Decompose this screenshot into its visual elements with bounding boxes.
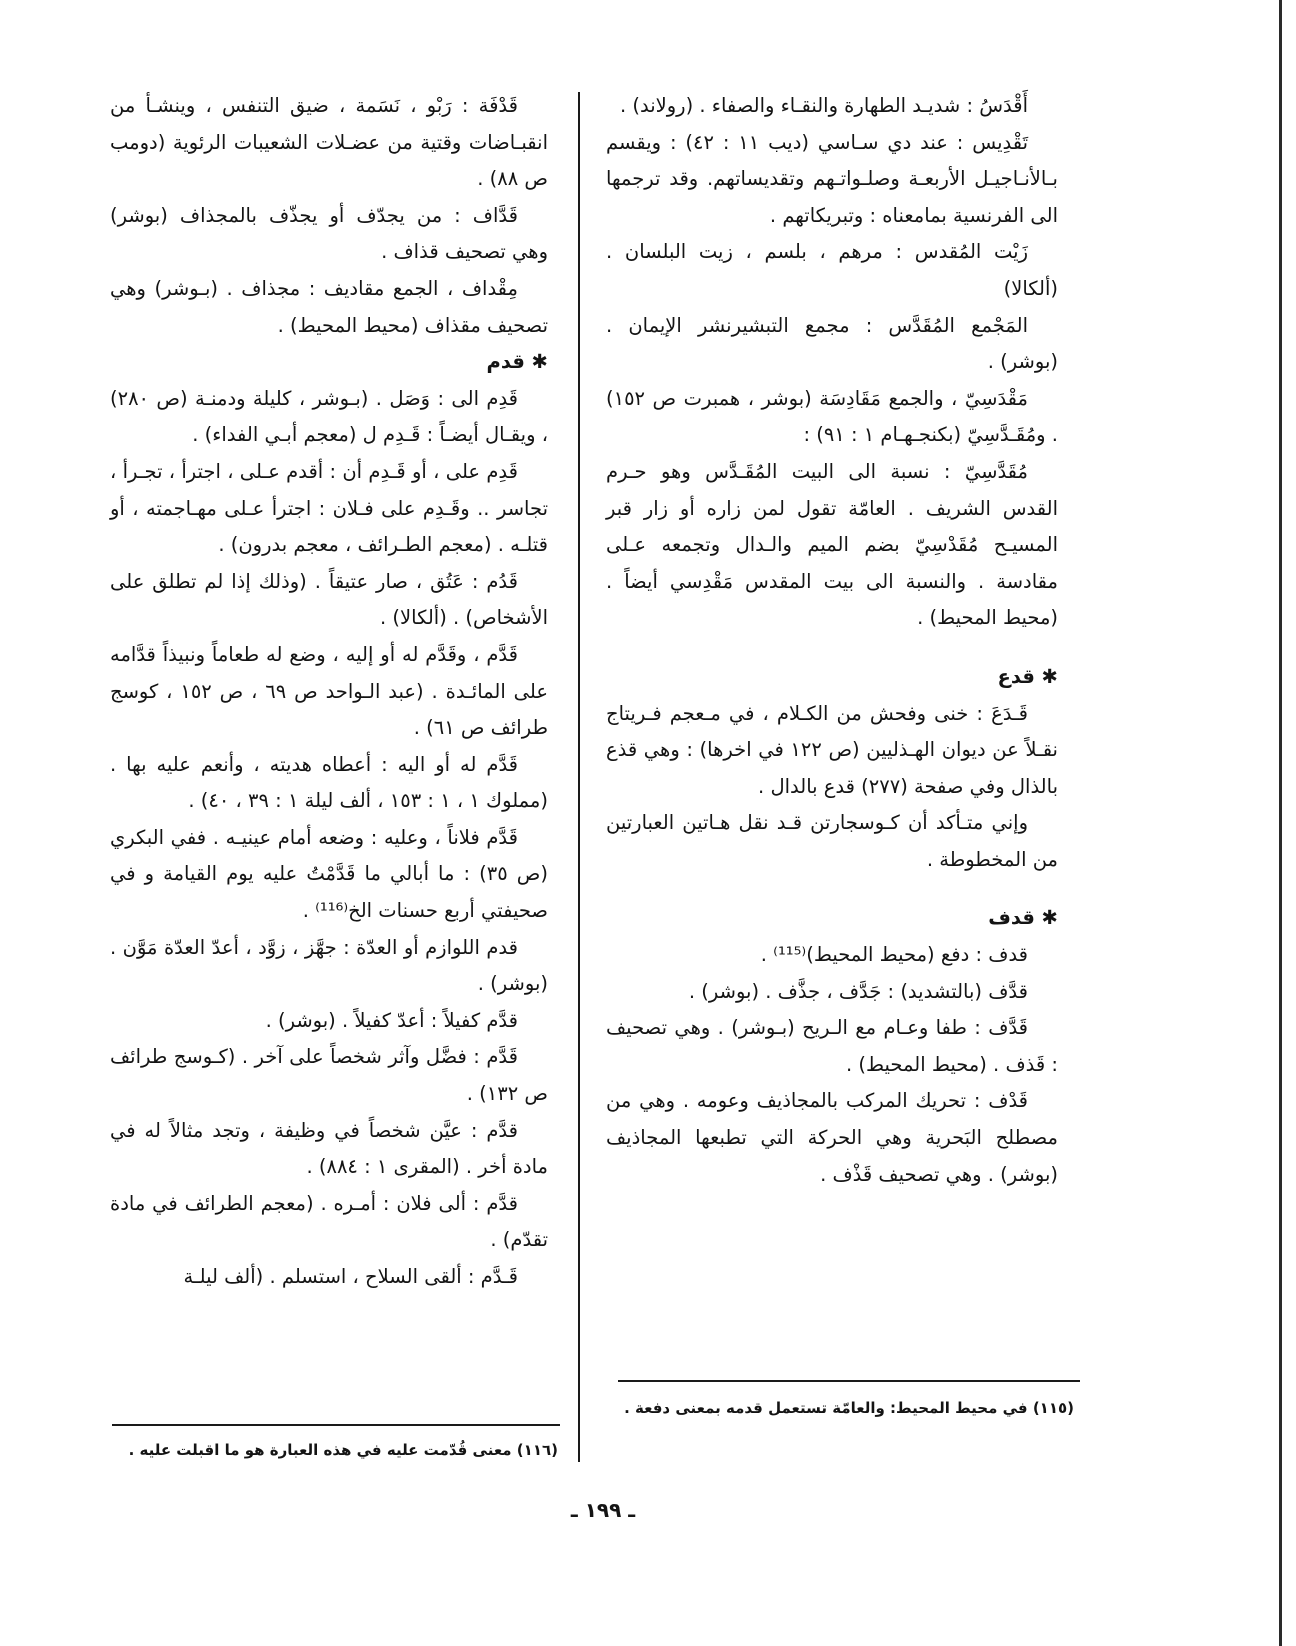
entry-qada: قَـدَعَ : خنى وفحش من الكـلام ، في مـعجم فـريتاج نقـلاً عن ديوان الهـذليين (ص ١٢٢ في اخرها) : وهي قذع بالذال وفي صفحة (٢٧٧) قدع بالدال . bbox=[606, 701, 1058, 798]
entry-maqdasi: مَقْدَسِيّ ، والجمع مَقَادِسَة (بوشر ، همبرت ص ١٥٢) . ومُقَـدَّسِيّ (بكنجـهـام ١ : ٩١) : bbox=[606, 386, 1058, 447]
entry-qadima-ala: قَدِم على ، أو قَـدِم أن : أقدم عـلى ، اجترأ ، تجـرأ ، تجاسر .. وقَـدِم على فـلان : اجترأ عـلى مهـاجمته ، أو قتلـه . (معجم الطـرائف ، معجم بدرون) . bbox=[110, 459, 548, 557]
entry-miqdaf: مِقْداف ، الجمع مقاديف : مجذاف . (بـوشر) وهي تصحيف مقذاف (محيط المحيط) . bbox=[110, 276, 548, 337]
column-divider bbox=[578, 92, 580, 1462]
section-heading-qdm: ✱ قدم bbox=[486, 350, 548, 374]
entry-qaduma: قَدُم : عَتُق ، صار عتيقاً . (وذلك إذا لم تطلق على الأشخاص) . (ألكالا) . bbox=[110, 569, 548, 630]
footnote-116: (١١٦) معنى قُدّمت عليه في هذه العبارة هو ما اقبلت عليه . bbox=[128, 1441, 558, 1459]
entry-qaddaf-tashdid: قدَّف (بالتشديد) : جَدَّف ، جذَّف . (بوشر) . bbox=[688, 979, 1028, 1003]
right-column bbox=[606, 88, 1058, 1193]
footnote-rule-right bbox=[618, 1380, 1080, 1382]
entry-qaddama-lahu: قَدَّم ، وقَدَّم له أو إليه ، وضع له طعاماً ونبيذاً قدَّامه على المائـدة . (عبد الـواحد ص ٦٩ ، ص ١٥٢ ، كوسج طرائف ص ٦١) . bbox=[110, 642, 548, 740]
entry-qadfa: قَدْفَة : رَبْو ، نَسَمة ، ضيق التنفس ، وينشـأ من انقبـاضات وقتية من عضـلات الشعيبات الرئوية (دومب ص ٨٨) . bbox=[110, 94, 548, 191]
footnote-115: (١١٥) في محيط المحيط: والعامّة تستعمل قدمه بمعنى دفعة . bbox=[624, 1399, 1074, 1417]
entry-qaddaf-tafa: قَدَّف : طفا وعـام مع الـريح (بـوشر) . وهي تصحيف : قَذف . (محيط المحيط) . bbox=[606, 1016, 1058, 1076]
entry-note-kosegarten: وإني متـأكد أن كـوسجارتن قـد نقل هـاتين العبارتين من المخطوطة . bbox=[606, 811, 1058, 871]
footnote-rule-left bbox=[112, 1424, 560, 1426]
section-heading-qdf: ✱ قدف bbox=[988, 906, 1058, 930]
entry-qaddama-hadiyya: قَدَّم له أو اليه : أعطاه هديته ، وأنعم عليه بها . (مملوك ١ ، ١ : ١٥٣ ، ألف ليلة ١ : ٣٩ ، ٤٠) . bbox=[110, 752, 548, 813]
entry-qaddama-lawazim: قدم اللوازم أو العدّة : جهَّز ، زوَّد ، أعدّ العدّة مَوَّن . (بوشر) . bbox=[110, 935, 548, 996]
page-number: ـ ١٩٩ ـ bbox=[570, 1498, 636, 1522]
entry-zayt-almuqaddas: زَيْت المُقدس : مرهم ، بلسم ، زيت البلسان . (ألكالا) bbox=[606, 240, 1058, 300]
entry-qaddama-fulanan: قَدَّم فلاناً ، وعليه : وضعه أمام عينيـه . ففي البكري (ص ٣٥) : ما أبالي ما قَدَّمْتُ عليه يوم القيامة و في صحيفتي أربع حسنات الخ⁽¹¹⁶⁾ . bbox=[110, 825, 548, 923]
entry-qaddaf: قَدَّاف : من يجدّف أو يجذّف بالمجذاف (بوشر) وهي تصحيف قذاف . bbox=[110, 203, 548, 264]
scan-edge-border bbox=[1279, 0, 1282, 1646]
entry-qadf: قَدْف : تحريك المركب بالمجاذيف وعومه . وهي من مصطلح البَحرية وهي الحركة التي تطبعها المجاذيف (بوشر) . وهي تصحيف قَذْف . bbox=[606, 1089, 1058, 1186]
left-column bbox=[110, 88, 548, 1296]
entry-qaddama-kafilan: قدَّم كفيلاً : أعدّ كفيلاً . (بوشر) . bbox=[265, 1008, 518, 1032]
entry-muqaddasi: مُقَدَّسِيّ : نسبة الى البيت المُقَـدَّس وهو حـرم القدس الشريف . العامّة تقول لمن زاره أو زار قبر المسيـح مُقَدْسِيّ بضم الميم والـدال وتجمعه عـلى مقادسة . والنسبة الى بيت المقدس مَقْدِسي أيضاً . (محيط المحيط) . bbox=[606, 459, 1058, 630]
entry-qaddama-amara: قدَّم : ألى فلان : أمـره . (معجم الطرائف في مادة تقدّم) . bbox=[110, 1191, 548, 1252]
entry-qadima-ila: قَدِم الى : وَصَل . (بـوشر ، كليلة ودمنـة (ص ٢٨٠) ، ويقـال أيضـاً : قَـدِم ل (معجم أبـي الفداء) . bbox=[110, 386, 548, 447]
entry-aqdas: أَقْدَسُ : شديـد الطهارة والنقـاء والصفاء . (رولاند) . bbox=[619, 94, 1028, 117]
entry-almajma-almuqaddas: المَجْمع المُقَدَّس : مجمع التبشيرنشر الإيمان . (بوشر) . bbox=[606, 313, 1058, 374]
entry-qaddama-faddala: قَدَّم : فضَّل وآثر شخصاً على آخر . (كـوسج طرائف ص ١٣٢) . bbox=[110, 1045, 548, 1106]
section-heading-qd-a: ✱ قدع bbox=[997, 664, 1058, 688]
entry-qaddama-ayyana: قدَّم : عيَّن شخصاً في وظيفة ، وتجد مثالاً له في مادة أخر . (المقرى ١ : ٨٨٤) . bbox=[110, 1118, 548, 1179]
entry-qaddama-istaslama: قَـدَّم : ألقى السلاح ، استسلم . (ألف ليلـة bbox=[183, 1265, 518, 1288]
entry-qadaf: قدف : دفع (محيط المحيط)⁽¹¹⁵⁾ . bbox=[760, 943, 1028, 967]
entry-taqdis: تَقْدِيس : عند دي سـاسي (ديب ١١ : ٤٢) : ويقسم بـالأنـاجيـل الأربعـة وصلـواتـهم وتقديساتهم. وقد ترجمها الى الفرنسية بمامعناه : وتبريكاتهم . bbox=[606, 130, 1058, 227]
